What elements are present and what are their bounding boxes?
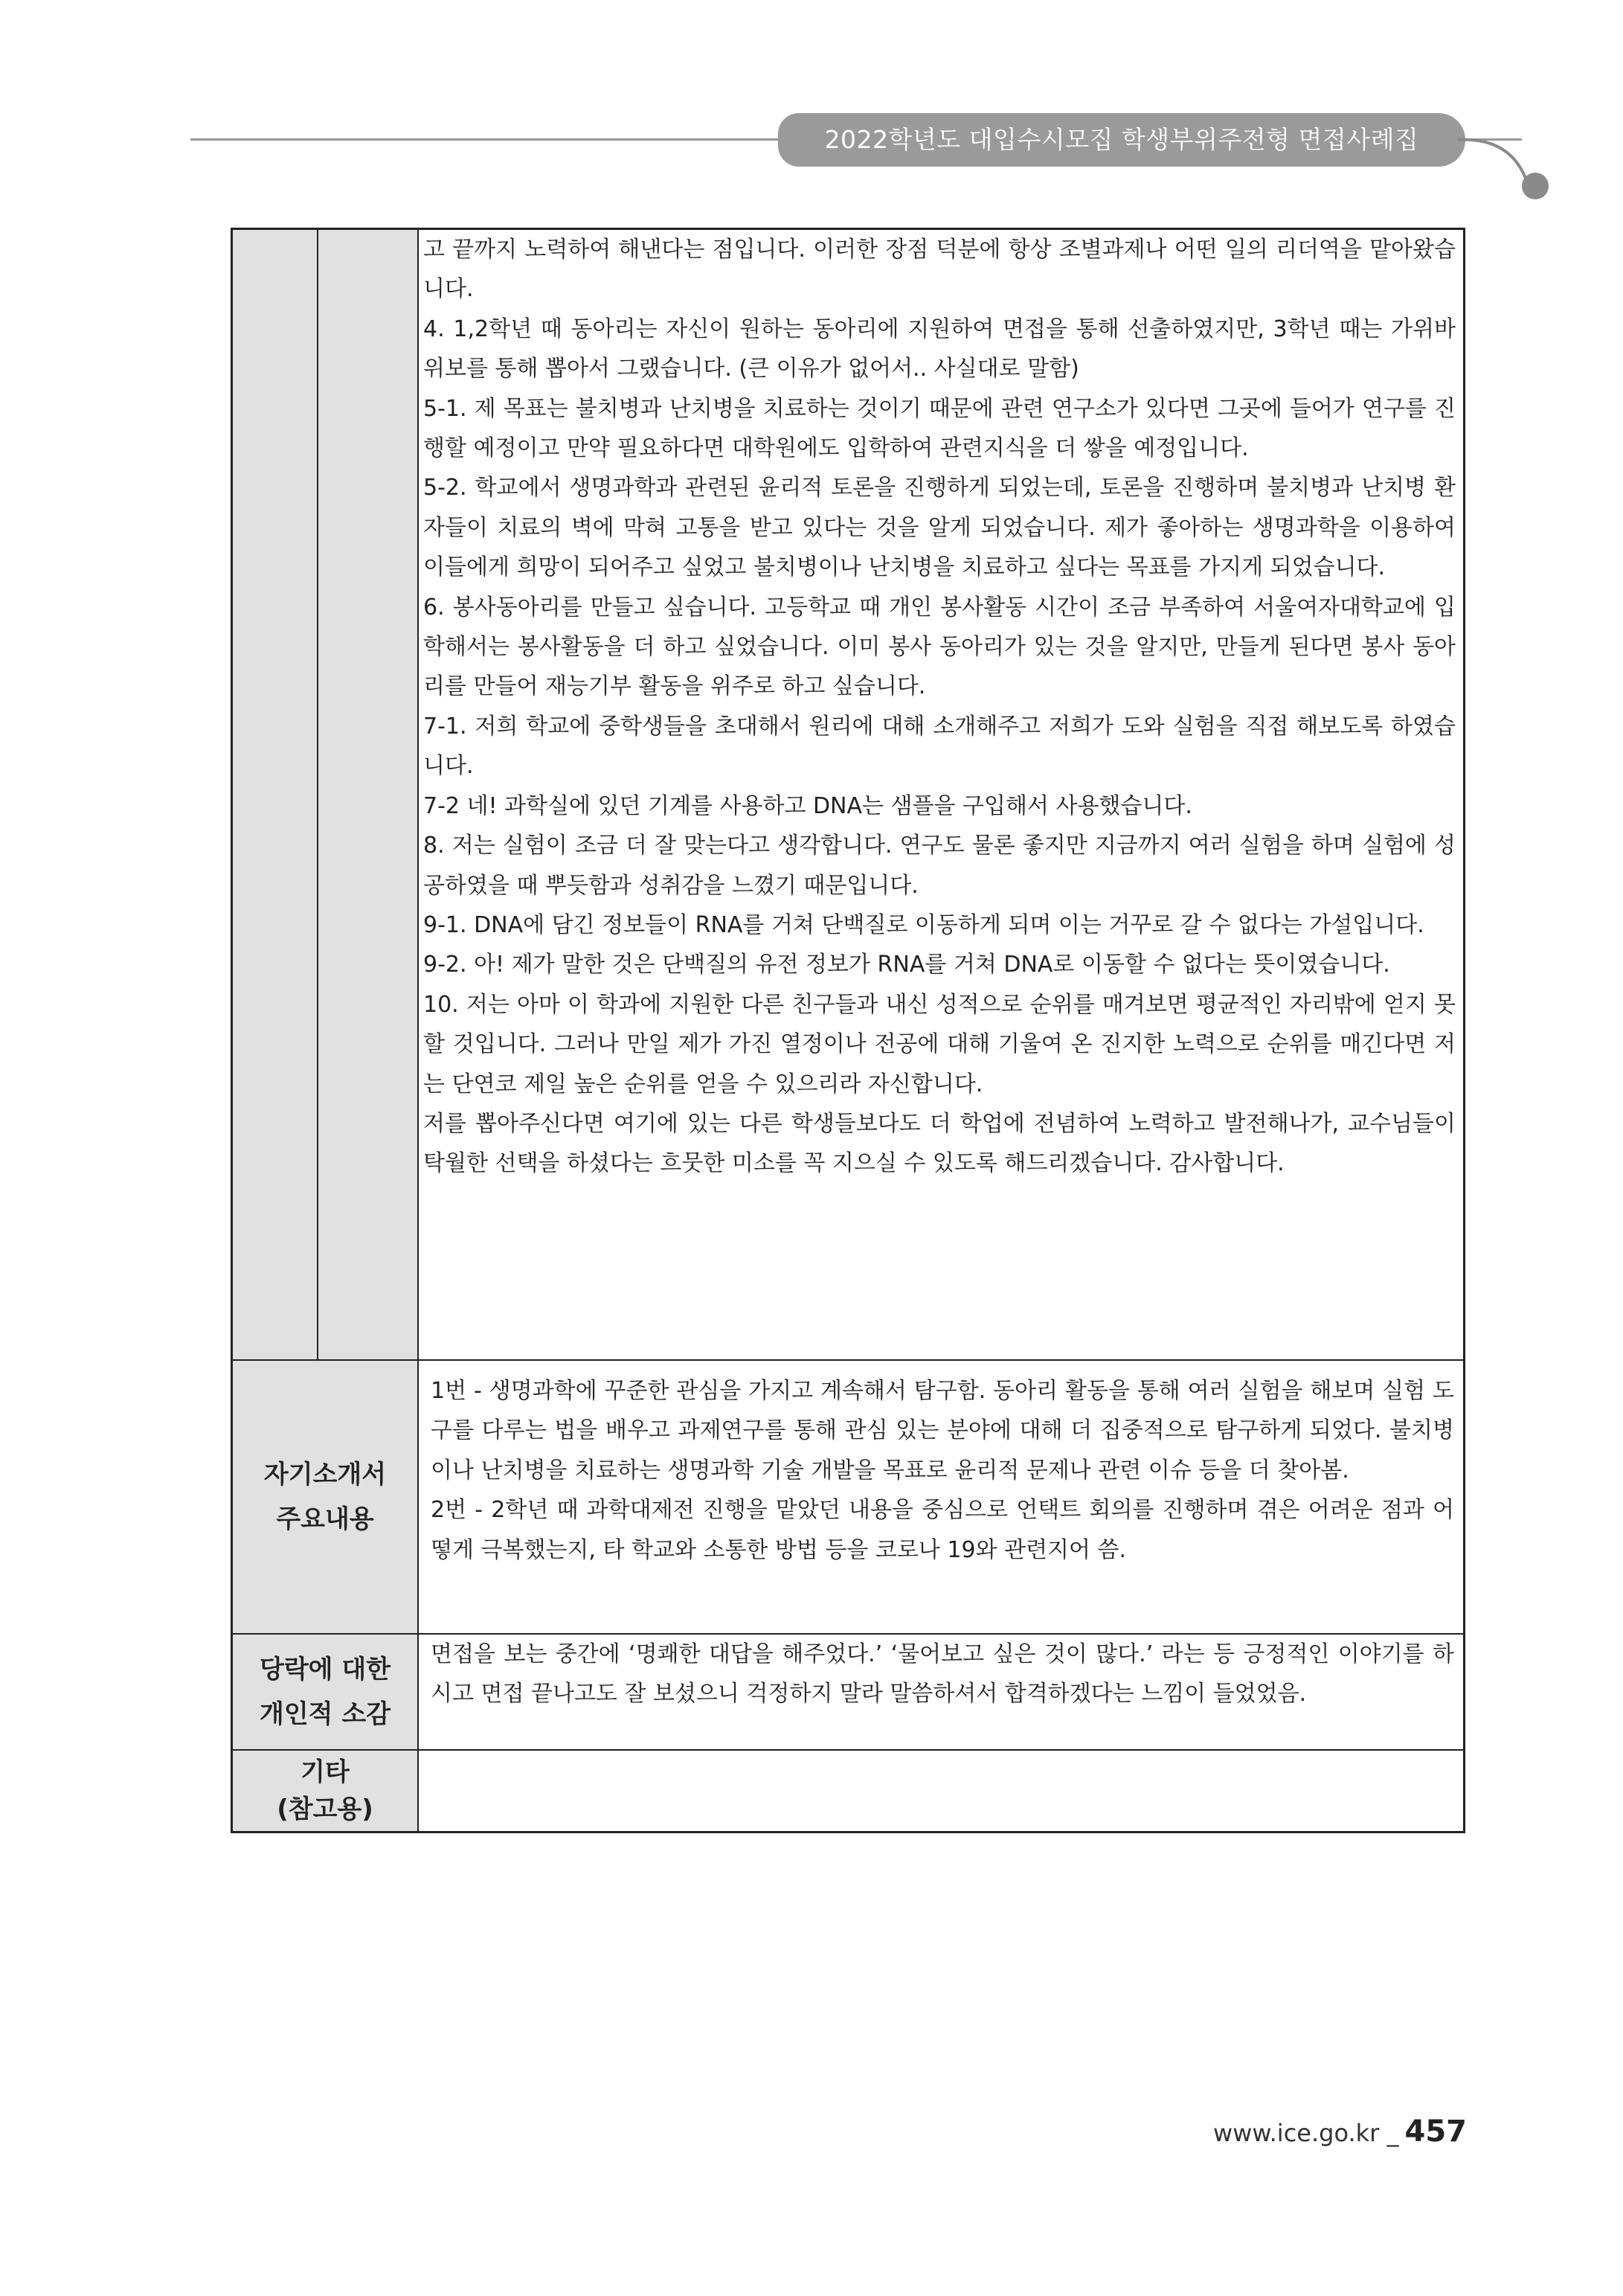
self-intro-paragraph: 2번 - 2학년 때 과학대제전 진행을 맡았던 내용을 중심으로 언택트 회의를 진행하며 겪은 어려운 점과 어떻게 극복했는지, 타 학교와 소통한 방법 등을 코로나 19와 관련지어 씀. — [431, 1497, 1454, 1563]
page-footer — [1213, 2114, 1467, 2149]
self-intro-content — [419, 1361, 1463, 1633]
answer-paragraph: 8. 저는 실험이 조금 더 잘 맞는다고 생각합니다. 연구도 물론 좋지만 지금까지 여러 실험을 하며 실험에 성공하였을 때 뿌듯함과 성취감을 느꼈기 때문입니다. — [423, 833, 1456, 899]
answer-paragraph: 9-2. 아! 제가 말한 것은 단백질의 유전 정보가 RNA를 거쳐 DNA로 이동할 수 없다는 뜻이였습니다. — [423, 952, 1390, 978]
answer-paragraph: 7-1. 저희 학교에 중학생들을 초대해서 원리에 대해 소개해주고 저희가 도와 실험을 직접 해보도록 하였습니다. — [423, 713, 1456, 780]
answers-content — [419, 230, 1463, 1359]
result-opinion-text: 면접을 보는 중간에 ‘명쾌한 대답을 해주었다.’ ‘물어보고 싶은 것이 많다.’ 라는 등 긍정적인 이야기를 하시고 면접 끝나고도 잘 보셨으니 걱정하지 말라 말씀하셔서 합격하겠다는 느낌이 들었었음. — [431, 1641, 1454, 1707]
answer-paragraph: 5-1. 제 목표는 불치병과 난치병을 치료하는 것이기 때문에 관련 연구소가 있다면 그곳에 들어가 연구를 진행할 예정이고 만약 필요하다면 대학원에도 입학하여 관련지식을 더 쌓을 예정입니다. — [423, 395, 1456, 462]
answer-paragraph: 5-2. 학교에서 생명과학과 관련된 윤리적 토론을 진행하게 되었는데, 토론을 진행하며 불치병과 난치병 환자들이 치료의 벽에 막혀 고통을 받고 있다는 것을 알게 되었습니다. 제가 좋아하는 생명과학을 이용하여 이들에게 희망이 되어주고 싶었고 불치병이나 난치병을 치료하고 싶다는 목표를 가지게 되었습니다. — [423, 475, 1456, 581]
self-intro-paragraph: 1번 - 생명과학에 꾸준한 관심을 가지고 계속해서 탐구함. 동아리 활동을 통해 여러 실험을 해보며 실험 도구를 다루는 법을 배우고 과제연구를 통해 관심 있는 분야에 대해 더 집중적으로 탐구하게 되었다. 불치병이나 난치병을 치료하는 생명과학 기술 개발을 목표로 윤리적 문제나 관련 이슈 등을 더 찾아봄. — [431, 1378, 1454, 1484]
answer-paragraph: 고 끝까지 노력하여 해낸다는 점입니다. 이러한 장점 덕분에 항상 조별과제나 어떤 일의 리더역을 맡아왔습니다. — [423, 237, 1456, 303]
etc-label: 기타 (참고용) — [233, 1751, 419, 1831]
header-dot-decoration — [1522, 173, 1549, 199]
page-number: 457 — [1404, 2114, 1467, 2149]
answer-paragraph: 4. 1,2학년 때 동아리는 자신이 원하는 동아리에 지원하여 면접을 통해 선출하였지만, 3학년 때는 가위바위보를 통해 뽑아서 그랬습니다. (큰 이유가 없어서.. 사실대로 말함) — [423, 315, 1456, 382]
interview-table — [231, 228, 1465, 1833]
self-intro-label: 자기소개서 주요내용 — [233, 1361, 419, 1633]
result-opinion-label: 당락에 대한 개인적 소감 — [233, 1635, 419, 1749]
answer-paragraph: 9-1. DNA에 담긴 정보들이 RNA를 거쳐 단백질로 이동하게 되며 이는 거꾸로 갈 수 없다는 가설입니다. — [423, 911, 1424, 938]
header-title: 2022학년도 대입수시모집 학생부위주전형 면접사례집 — [778, 113, 1465, 167]
answer-paragraph: 7-2 네! 과학실에 있던 기계를 사용하고 DNA는 샘플을 구입해서 사용했습니다. — [423, 792, 1192, 819]
self-intro-row — [233, 1359, 1463, 1633]
answers-row — [233, 230, 1463, 1359]
etc-content — [419, 1751, 1463, 1831]
answer-paragraph: 6. 봉사동아리를 만들고 싶습니다. 고등학교 때 개인 봉사활동 시간이 조금 부족하여 서울여자대학교에 입학해서는 봉사활동을 더 하고 싶었습니다. 이미 봉사 동아리가 있는 것을 알지만, 만들게 된다면 봉사 동아리를 만들어 재능기부 활동을 위주로 하고 싶습니다. — [423, 594, 1456, 700]
result-opinion-row — [233, 1633, 1463, 1749]
footer-url: www.ice.go.kr _ — [1213, 2119, 1399, 2147]
answers-label-cell — [233, 230, 419, 1359]
etc-row — [233, 1749, 1463, 1831]
answer-paragraph: 10. 저는 아마 이 학과에 지원한 다른 친구들과 내신 성적으로 순위를 매겨보면 평균적인 자리밖에 얻지 못할 것입니다. 그러나 만일 제가 가진 열정이나 전공에 대해 기울여 온 진지한 노력으로 순위를 매긴다면 저는 단연코 제일 높은 순위를 얻을 수 있으리라 자신합니다. — [423, 991, 1456, 1097]
result-opinion-content — [419, 1635, 1463, 1749]
answer-paragraph: 저를 뽑아주신다면 여기에 있는 다른 학생들보다도 더 학업에 전념하여 노력하고 발전해나가, 교수님들이 탁월한 선택을 하셨다는 흐뭇한 미소를 꼭 지으실 수 있도록 해드리겠습니다. 감사합니다. — [423, 1110, 1456, 1177]
